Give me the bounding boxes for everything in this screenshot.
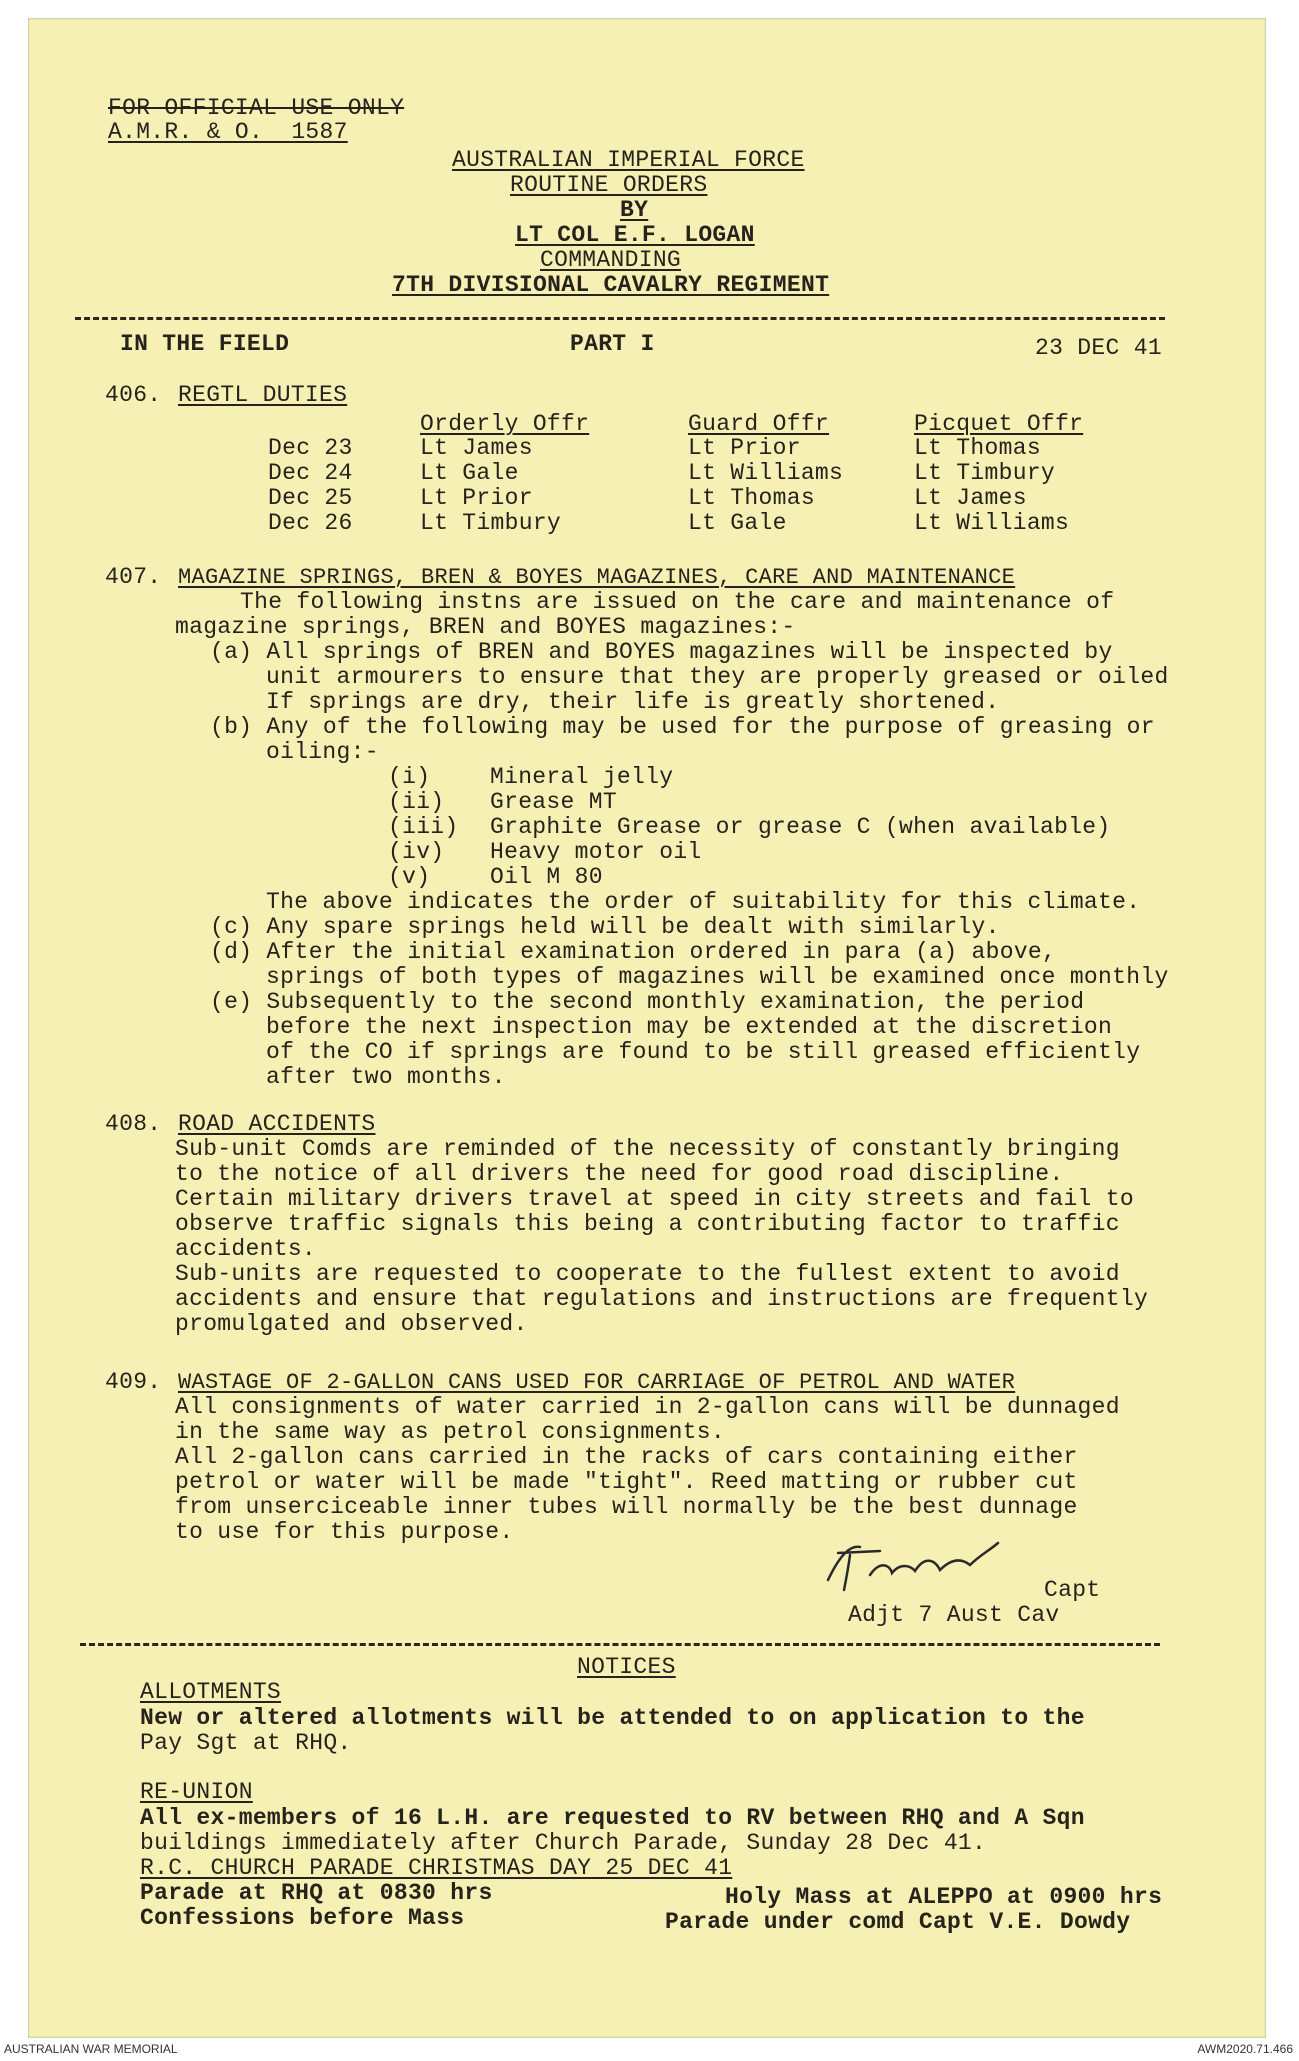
para-line: to use for this purpose. <box>175 1519 514 1545</box>
allotments-heading: ALLOTMENTS <box>140 1679 282 1705</box>
para-b-line: oiling:- <box>266 739 379 765</box>
para-e-line: (e) Subsequently to the second monthly examination, the period <box>210 989 1085 1015</box>
para-c-line: (c) Any spare springs held will be dealt with similarly. <box>210 914 1000 940</box>
para-line: in the same way as petrol consignments. <box>175 1419 725 1445</box>
item-number: (v) <box>388 864 431 890</box>
official-use-line: FOR OFFICIAL USE ONLY <box>108 95 405 121</box>
item-number: (iv) <box>388 839 445 865</box>
item-text: Graphite Grease or grease C (when available) <box>490 814 1111 840</box>
allotments-line: New or altered allotments will be attended to on application to the <box>140 1705 1085 1731</box>
section-409-number: 409. <box>105 1369 162 1395</box>
item-text: Heavy motor oil <box>490 839 702 865</box>
para-e-line: before the next inspection may be extended at the discretion <box>266 1014 1113 1040</box>
item-text: Oil M 80 <box>490 864 603 890</box>
para-line: promulgated and observed. <box>175 1311 528 1337</box>
item-number: (iii) <box>388 814 459 840</box>
archive-footer <box>0 2038 1299 2061</box>
para-line: to the notice of all drivers the need for good road discipline. <box>175 1161 1064 1187</box>
title-by: BY <box>620 197 649 223</box>
section-406-heading: REGTL DUTIES <box>178 382 348 408</box>
para-line: accidents and ensure that regulations and instructions are frequently <box>175 1286 1149 1312</box>
title-regiment: 7TH DIVISIONAL CAVALRY REGIMENT <box>392 272 830 298</box>
signatory-rank: Capt <box>1044 1577 1101 1603</box>
part-number: PART I <box>570 331 655 357</box>
para-line: petrol or water will be made "tight". Reed matting or rubber cut <box>175 1469 1078 1495</box>
item-text: Grease MT <box>490 789 617 815</box>
col-orderly-offr: Orderly Offr <box>420 411 590 437</box>
duty-date: Dec 25 <box>268 485 353 511</box>
duty-guard: Lt Prior <box>688 435 801 461</box>
duty-guard: Lt Williams <box>688 460 844 486</box>
confessions-note: Confessions before Mass <box>140 1905 465 1931</box>
section-409-heading: WASTAGE OF 2-GALLON CANS USED FOR CARRIAGE OF PETROL AND WATER <box>178 1370 1016 1395</box>
item-text: Mineral jelly <box>490 764 674 790</box>
duty-picquet: Lt Thomas <box>914 435 1041 461</box>
order-date: 23 DEC 41 <box>1035 335 1162 361</box>
para-b-line: (b) Any of the following may be used for the purpose of greasing or <box>210 714 1155 740</box>
section-407-heading: MAGAZINE SPRINGS, BREN & BOYES MAGAZINES, CARE AND MAINTENANCE <box>178 565 1016 590</box>
para-line: magazine springs, BREN and BOYES magazines:- <box>175 614 796 640</box>
duty-guard: Lt Thomas <box>688 485 815 511</box>
allotments-line: Pay Sgt at RHQ. <box>140 1730 352 1756</box>
para-line: All consignments of water carried in 2-gallon cans will be dunnaged <box>175 1394 1120 1420</box>
col-picquet-offr: Picquet Offr <box>914 411 1084 437</box>
duty-date: Dec 24 <box>268 460 353 486</box>
duty-orderly: Lt Gale <box>420 460 519 486</box>
section-408-number: 408. <box>105 1111 162 1137</box>
duty-orderly: Lt Prior <box>420 485 533 511</box>
section-407-number: 407. <box>105 564 162 590</box>
para-d-line: springs of both types of magazines will be examined once monthly <box>266 964 1169 990</box>
duty-picquet: Lt Williams <box>914 510 1070 536</box>
location: IN THE FIELD <box>120 331 290 357</box>
header-divider <box>75 317 1165 320</box>
duty-orderly: Lt Timbury <box>420 510 562 536</box>
item-number: (ii) <box>388 789 445 815</box>
para-line: All 2-gallon cans carried in the racks of cars containing either <box>175 1444 1078 1470</box>
col-guard-offr: Guard Offr <box>688 411 830 437</box>
item-number: (i) <box>388 764 431 790</box>
notices-divider <box>80 1643 1160 1646</box>
para-line: The following instns are issued on the care and maintenance of <box>240 589 1115 615</box>
para-line: Certain military drivers travel at speed in city streets and fail to <box>175 1186 1134 1212</box>
handwritten-signature <box>820 1535 1020 1595</box>
title-force: AUSTRALIAN IMPERIAL FORCE <box>452 147 805 173</box>
holy-mass-note: Holy Mass at ALEPPO at 0900 hrs <box>725 1884 1163 1910</box>
parade-command-note: Parade under comd Capt V.E. Dowdy <box>665 1909 1131 1935</box>
church-parade-heading: R.C. CHURCH PARADE CHRISTMAS DAY 25 DEC 41 <box>140 1855 733 1881</box>
title-commander: LT COL E.F. LOGAN <box>515 222 755 248</box>
duty-orderly: Lt James <box>420 435 533 461</box>
signatory-title: Adjt 7 Aust Cav <box>848 1602 1060 1628</box>
title-commanding: COMMANDING <box>540 247 682 273</box>
para-e-line: of the CO if springs are found to be still greased efficiently <box>266 1039 1141 1065</box>
para-line: Sub-units are requested to cooperate to the fullest extent to avoid <box>175 1261 1120 1287</box>
church-parade-time: Parade at RHQ at 0830 hrs <box>140 1880 493 1906</box>
para-d-line: (d) After the initial examination ordered in para (a) above, <box>210 939 1057 965</box>
section-408-heading: ROAD ACCIDENTS <box>178 1111 376 1137</box>
archive-name: AUSTRALIAN WAR MEMORIAL <box>4 2042 178 2056</box>
duty-date: Dec 26 <box>268 510 353 536</box>
archive-reference: AWM2020.71.466 <box>1197 2042 1293 2056</box>
para-a-line: unit armourers to ensure that they are properly greased or oiled <box>266 664 1169 690</box>
section-406-number: 406. <box>105 382 162 408</box>
para-a-line: If springs are dry, their life is greatly shortened. <box>266 689 1000 715</box>
para-b-line: The above indicates the order of suitability for this climate. <box>266 889 1141 915</box>
para-line: accidents. <box>175 1236 317 1262</box>
reunion-heading: RE-UNION <box>140 1779 253 1805</box>
title-routine-orders: ROUTINE ORDERS <box>510 172 708 198</box>
reunion-line: All ex-members of 16 L.H. are requested to RV between RHQ and A Sqn <box>140 1805 1085 1831</box>
notices-heading: NOTICES <box>577 1654 676 1680</box>
para-line: observe traffic signals this being a contributing factor to traffic <box>175 1211 1120 1237</box>
para-line: Sub-unit Comds are reminded of the necessity of constantly bringing <box>175 1136 1120 1162</box>
duty-picquet: Lt Timbury <box>914 460 1056 486</box>
para-e-line: after two months. <box>266 1064 506 1090</box>
para-a-line: (a) All springs of BREN and BOYES magazines will be inspected by <box>210 639 1113 665</box>
amr-reference: A.M.R. & O. 1587 <box>108 119 348 145</box>
duty-date: Dec 23 <box>268 435 353 461</box>
duty-guard: Lt Gale <box>688 510 787 536</box>
duty-picquet: Lt James <box>914 485 1027 511</box>
reunion-line: buildings immediately after Church Parade, Sunday 28 Dec 41. <box>140 1830 987 1856</box>
para-line: from unserciceable inner tubes will normally be the best dunnage <box>175 1494 1078 1520</box>
